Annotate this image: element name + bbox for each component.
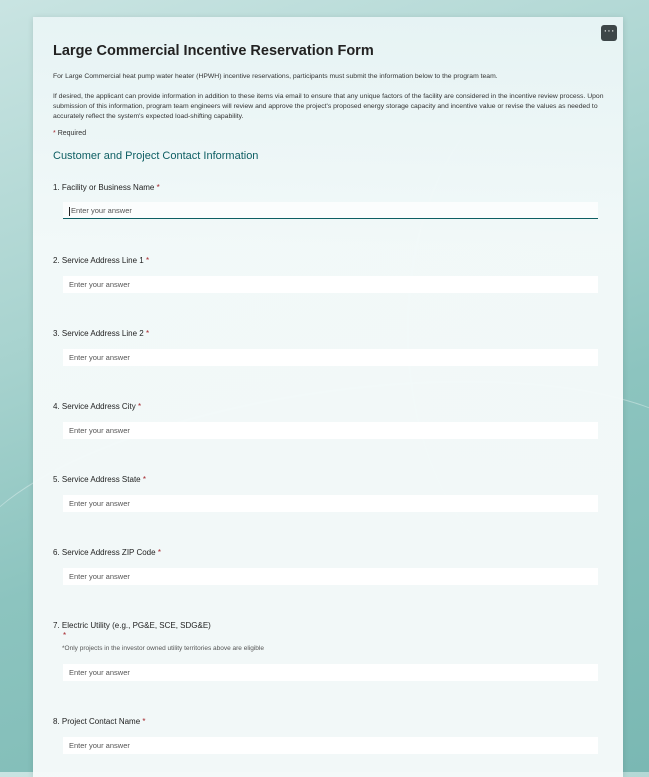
required-star: * [137, 402, 142, 411]
form-intro-1: For Large Commercial heat pump water heater (HPWH) incentive reservations, participants must submit the information below to the program team. [53, 73, 498, 80]
facility-name-input[interactable] [63, 202, 598, 219]
input-placeholder: Enter your answer [69, 741, 130, 750]
input-placeholder: Enter your answer [71, 206, 132, 215]
question-text: Project Contact Name [61, 717, 141, 726]
question-number: 4. [53, 402, 60, 411]
required-star: * [145, 329, 150, 338]
question-text: Service Address Line 1 [61, 256, 144, 265]
input-placeholder: Enter your answer [69, 426, 130, 435]
question-text: Electric Utility (e.g., PG&E, SCE, SDG&E) [61, 621, 211, 630]
question-label [53, 717, 146, 726]
required-star: * [63, 631, 67, 640]
question-text: Service Address City [61, 402, 136, 411]
electric-utility-input[interactable] [63, 664, 598, 681]
question-number: 2. [53, 256, 60, 265]
question-text: Facility or Business Name [61, 183, 155, 192]
form-card [33, 17, 623, 777]
required-star: * [53, 130, 56, 137]
question-number: 6. [53, 548, 60, 557]
form-title: Large Commercial Incentive Reservation Form [53, 43, 374, 59]
question-number: 3. [53, 329, 60, 338]
question-label [53, 621, 211, 630]
question-label [53, 475, 146, 484]
required-star: * [142, 475, 146, 484]
address-line-1-input[interactable] [63, 276, 598, 293]
required-note [53, 130, 86, 137]
required-star: * [142, 717, 146, 726]
question-number: 7. [53, 621, 60, 630]
question-text: Service Address ZIP Code [61, 548, 156, 557]
question-number: 5. [53, 475, 60, 484]
question-label [53, 256, 149, 265]
text-caret [69, 207, 70, 216]
input-placeholder: Enter your answer [69, 353, 130, 362]
project-contact-name-input[interactable] [63, 737, 598, 754]
question-label [63, 631, 66, 640]
question-number: 8. [53, 717, 60, 726]
more-options-button[interactable] [601, 25, 617, 41]
required-star: * [145, 256, 150, 265]
question-label [53, 329, 149, 338]
state-input[interactable] [63, 495, 598, 512]
zip-code-input[interactable] [63, 568, 598, 585]
section-title: Customer and Project Contact Information [53, 150, 259, 162]
question-number: 1. [53, 183, 60, 192]
required-star: * [157, 548, 161, 557]
question-label [53, 183, 160, 192]
required-label: Required [57, 130, 87, 137]
more-icon: ··· [603, 25, 615, 37]
address-line-2-input[interactable] [63, 349, 598, 366]
question-label [53, 548, 161, 557]
question-text: Service Address Line 2 [61, 329, 144, 338]
input-placeholder: Enter your answer [69, 572, 130, 581]
input-placeholder: Enter your answer [69, 499, 130, 508]
required-star: * [156, 183, 160, 192]
input-placeholder: Enter your answer [69, 668, 130, 677]
question-subtitle: *Only projects in the investor owned utility territories above are eligible [62, 645, 264, 652]
form-intro-2: If desired, the applicant can provide information in addition to these items via email to ensure that any unique factors of the facility are considered in the incentive review process. Upon submission of this information, program team engineers will review and approve the project's proposed energy storage capacity and incentive value or revise the values as needed to accurately reflect the system's expected load-shifting capability. [53, 93, 604, 120]
question-text: Service Address State [61, 475, 141, 484]
city-input[interactable] [63, 422, 598, 439]
question-label [53, 402, 141, 411]
input-placeholder: Enter your answer [69, 280, 130, 289]
